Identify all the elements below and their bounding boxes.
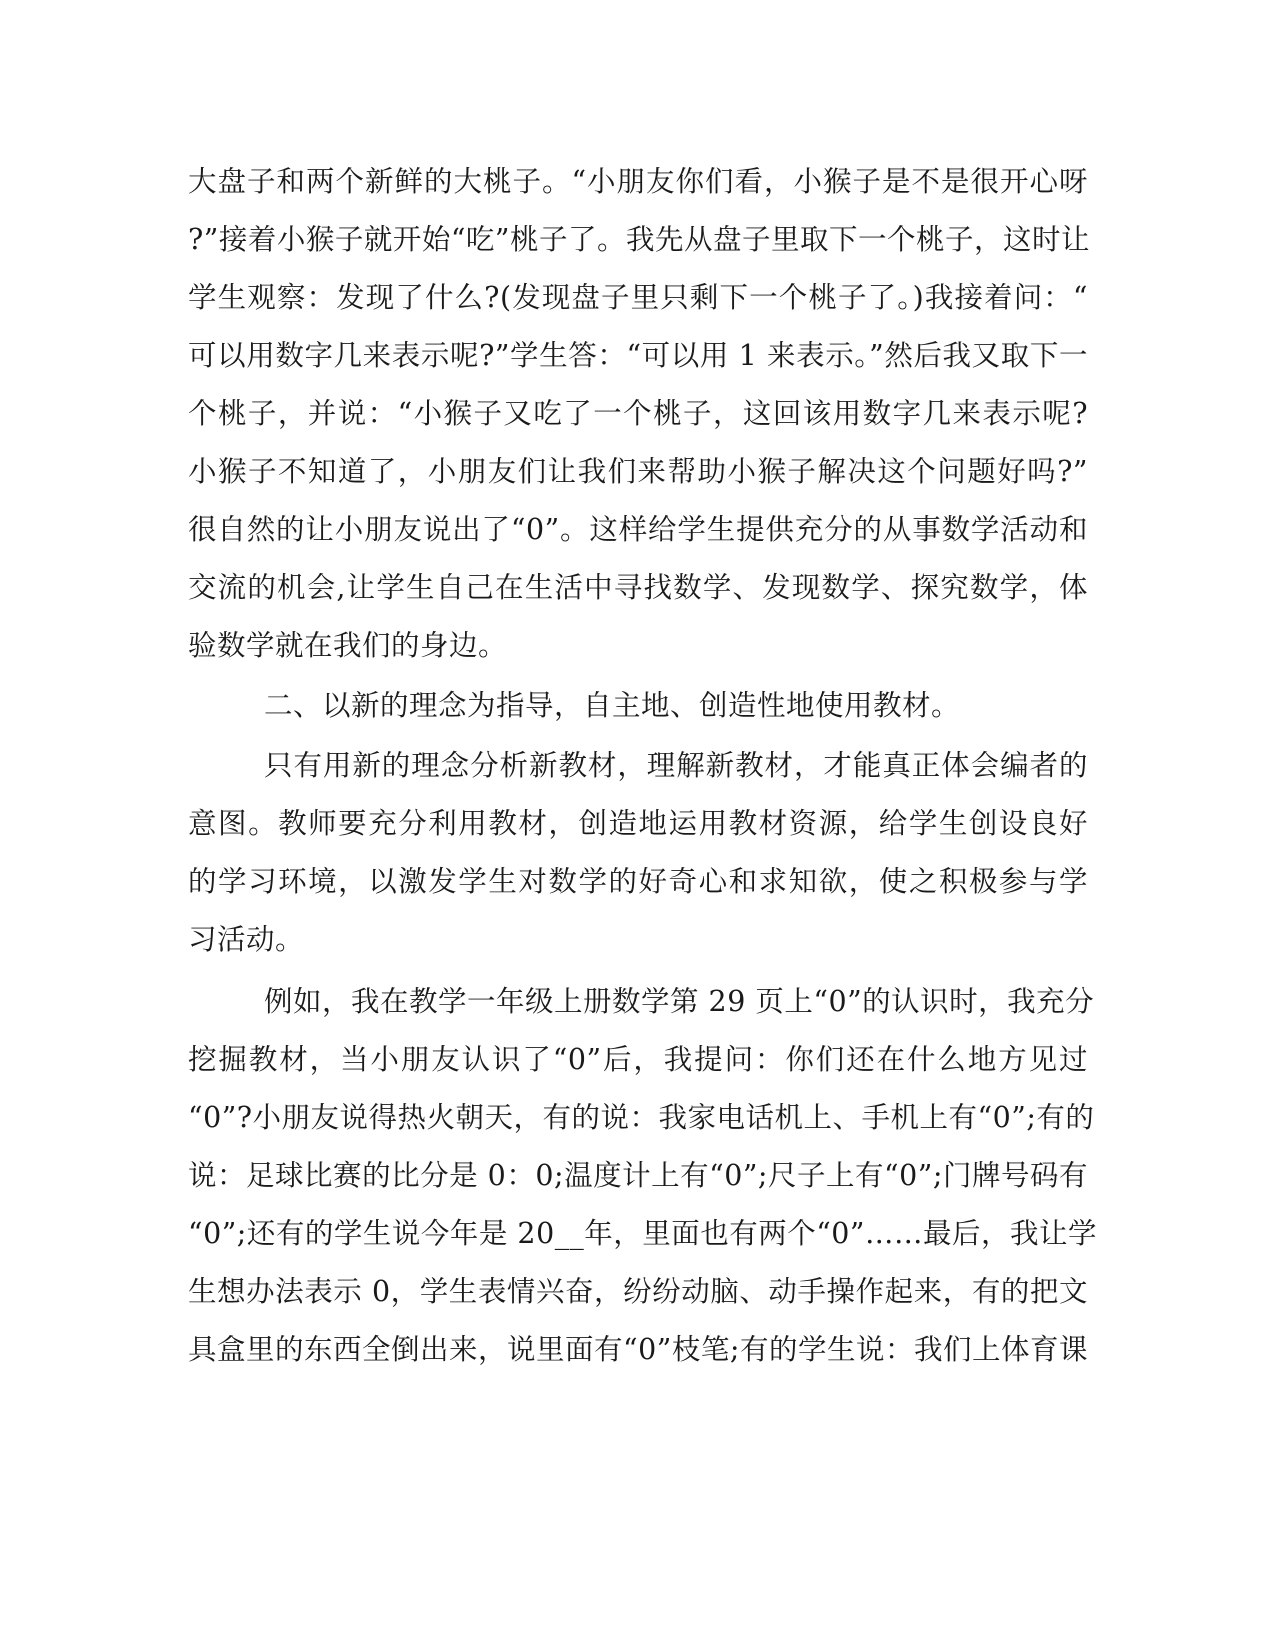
text-line: 小猴子不知道了，小朋友们让我们来帮助小猴子解决这个问题好吗?” [188,455,1088,488]
text-line: 生想办法表示 0，学生表情兴奋，纷纷动脑、动手操作起来，有的把文 [188,1275,1088,1308]
text-line: 意图。教师要充分利用教材，创造地运用教材资源，给学生创设良好 [188,807,1088,840]
text-line: 大盘子和两个新鲜的大桃子。“小朋友你们看，小猴子是不是很开心呀 [188,165,1088,198]
text-line: 挖掘教材，当小朋友认识了“0”后，我提问：你们还在什么地方见过 [188,1043,1088,1076]
text-line: ?”接着小猴子就开始“吃”桃子了。我先从盘子里取下一个桃子，这时让 [188,223,1090,256]
text-line: 只有用新的理念分析新教材，理解新教材，才能真正体会编者的 [264,749,1088,782]
text-line: 交流的机会,让学生自己在生活中寻找数学、发现数学、探究数学，体 [188,571,1088,604]
section-heading: 二、以新的理念为指导，自主地、创造性地使用教材。 [264,689,961,722]
text-line: “0”?小朋友说得热火朝天，有的说：我家电话机上、手机上有“0”;有的 [188,1101,1095,1134]
text-line: “0”;还有的学生说今年是 20__年，里面也有两个“0”……最后，我让学 [188,1217,1097,1250]
text-line: 习活动。 [188,923,305,956]
text-line: 学生观察：发现了什么?(发现盘子里只剩下一个桃子了。)我接着问：“ [188,281,1088,314]
text-line: 说：足球比赛的比分是 0：0;温度计上有“0”;尺子上有“0”;门牌号码有 [188,1159,1088,1192]
text-line: 验数学就在我们的身边。 [188,629,508,662]
text-line: 例如，我在教学一年级上册数学第 29 页上“0”的认识时，我充分 [264,985,1095,1018]
text-line: 的学习环境，以激发学生对数学的好奇心和求知欲，使之积极参与学 [188,865,1088,898]
text-line: 可以用数字几来表示呢?”学生答：“可以用 1 来表示。”然后我又取下一 [188,339,1088,372]
text-line: 具盒里的东西全倒出来，说里面有“0”枝笔;有的学生说：我们上体育课 [188,1333,1088,1366]
text-line: 个桃子，并说：“小猴子又吃了一个桃子，这回该用数字几来表示呢? [188,397,1088,430]
text-line: 很自然的让小朋友说出了“0”。这样给学生提供充分的从事数学活动和 [188,513,1088,546]
